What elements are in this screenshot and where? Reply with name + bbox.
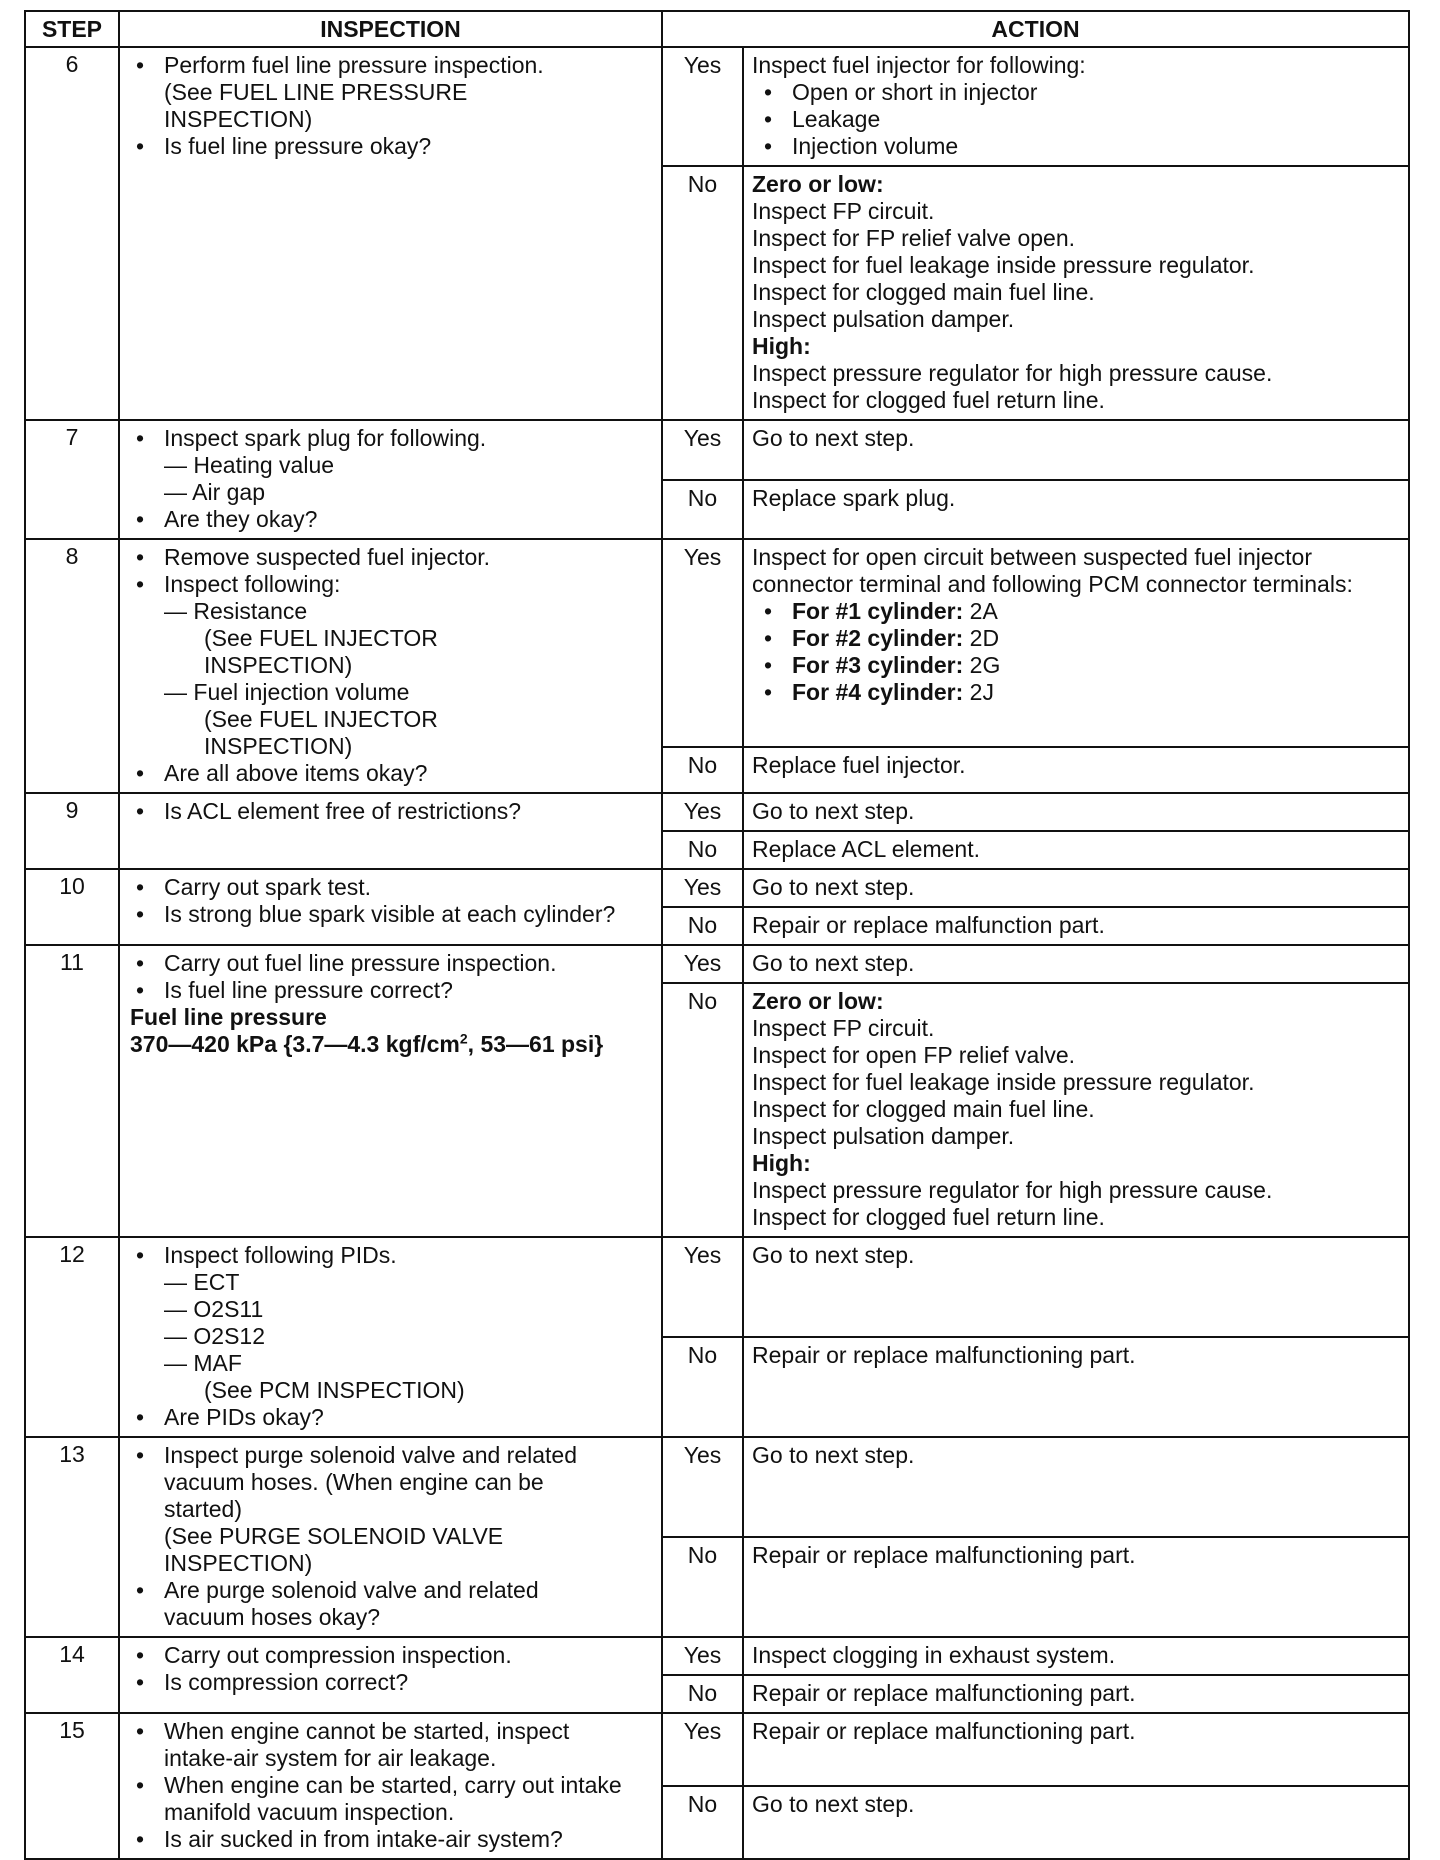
action-yes [743,420,1409,480]
text-line: connector terminal and following PCM connector terminals: [752,571,1353,597]
continuation-line: intake-air system for air leakage. [164,1745,497,1771]
continuation-line: (See FUEL LINE PRESSURE [164,79,468,105]
continuation-line: manifold vacuum inspection. [164,1799,455,1825]
table-row [25,420,1409,480]
table-row [25,1237,1409,1337]
condition-heading: High: [752,1150,811,1176]
list-item: • Injection volume [758,133,1400,160]
step-number: 14 [25,1637,119,1713]
list-item: • Open or short in injector [758,79,1400,106]
list-item: • Inspect purge solenoid valve and related [130,1442,653,1469]
bullet-list [130,1242,653,1431]
action-no [743,1786,1409,1859]
step-number: 9 [25,793,119,869]
text-line: Repair or replace malfunctioning part. [752,1718,1136,1744]
list-item: • Carry out spark test. [130,874,653,901]
inspection-cell [119,47,662,420]
action-no [743,747,1409,793]
answer-yes: Yes [662,1237,743,1337]
table-row [25,869,1409,907]
inspection-cell [119,793,662,869]
list-item: • Perform fuel line pressure inspection. [130,52,653,79]
header-action: ACTION [662,11,1409,47]
action-no [743,1337,1409,1437]
answer-yes: Yes [662,1713,743,1786]
answer-no: No [662,1786,743,1859]
list-item: • Carry out compression inspection. [130,1642,653,1669]
action-yes [743,1637,1409,1675]
list-item: • Is strong blue spark visible at each cylinder? [130,901,653,928]
continuation-line: vacuum hoses. (When engine can be [164,1469,544,1495]
inspection-cell [119,420,662,539]
list-item: • Is fuel line pressure okay? [130,133,653,160]
condition-heading: High: [752,333,811,359]
sub-item: — Resistance [164,598,308,624]
list-item: • Remove suspected fuel injector. [130,544,653,571]
table-body [25,47,1409,1859]
text-line: Replace fuel injector. [752,752,966,779]
table-row [25,1637,1409,1675]
text-line: Repair or replace malfunctioning part. [752,1542,1136,1568]
text-line: Inspect pulsation damper. [752,1123,1015,1149]
action-no [743,907,1409,945]
terminal-value: 2D [963,625,1000,651]
text-line: Repair or replace malfunctioning part. [752,1342,1136,1368]
action-yes [743,945,1409,983]
action-no [743,166,1409,420]
text-line: Inspect pressure regulator for high pressure cause. [752,360,1273,386]
cylinder-label: For #3 cylinder: [792,652,964,678]
sub-item: — Air gap [164,479,265,505]
text-line: Inspect for clogged main fuel line. [752,1096,1095,1122]
list-item: • Are PIDs okay? [130,1404,653,1431]
condition-heading: Zero or low: [752,171,884,197]
answer-yes: Yes [662,539,743,747]
answer-no: No [662,747,743,793]
answer-yes: Yes [662,793,743,831]
action-yes [743,869,1409,907]
action-yes [743,1237,1409,1337]
bullet-list [752,598,1400,706]
list-item: • When engine can be started, carry out intake [130,1772,653,1799]
list-item: • Is compression correct? [130,1669,653,1696]
answer-yes: Yes [662,1637,743,1675]
inspection-cell [119,539,662,793]
text-line: Inspect pulsation damper. [752,306,1015,332]
list-item [758,679,1400,706]
list-item: • Leakage [758,106,1400,133]
text-line: Inspect fuel injector for following: [752,52,1086,78]
terminal-value: 2G [963,652,1001,678]
text-line: Inspect for FP relief valve open. [752,225,1076,251]
terminal-value: 2A [963,598,998,624]
text-line: Inspect for clogged main fuel line. [752,279,1095,305]
text-line: Inspect for fuel leakage inside pressure regulator. [752,1069,1255,1095]
list-item: • Are they okay? [130,506,653,533]
answer-yes: Yes [662,47,743,166]
bullet-list [130,950,653,1004]
pressure-spec-psi: , 53—61 psi} [467,1031,604,1057]
action-yes [743,1437,1409,1537]
text-line: Inspect for clogged fuel return line. [752,387,1105,413]
text-line: Replace ACL element. [752,836,981,862]
cylinder-label: For #4 cylinder: [792,679,964,705]
text-line: Inspect clogging in exhaust system. [752,1642,1116,1668]
list-item: • Carry out fuel line pressure inspection. [130,950,653,977]
list-item [758,598,1400,625]
action-yes [743,539,1409,747]
sub-item: — Fuel injection volume [164,679,410,705]
bullet-list [130,874,653,928]
text-line: Go to next step. [752,874,915,900]
step-number: 12 [25,1237,119,1437]
text-line: Inspect FP circuit. [752,1015,935,1041]
continuation-line: vacuum hoses okay? [164,1604,381,1630]
text-line: Inspect for open FP relief valve. [752,1042,1076,1068]
text-line: Go to next step. [752,1442,915,1468]
text-line: Inspect for clogged fuel return line. [752,1204,1105,1230]
list-item: • Are purge solenoid valve and related [130,1577,653,1604]
answer-no: No [662,1537,743,1637]
answer-no: No [662,166,743,420]
inspection-cell [119,1713,662,1859]
cylinder-label: For #1 cylinder: [792,598,964,624]
sub-item: — MAF [164,1350,242,1376]
answer-no: No [662,907,743,945]
list-item: • Are all above items okay? [130,760,653,787]
table-row [25,945,1409,983]
troubleshooting-table [24,10,1410,1860]
list-item: • Inspect spark plug for following. [130,425,653,452]
pressure-spec-superscript: 2 [459,1030,468,1047]
answer-yes: Yes [662,869,743,907]
text-line: Go to next step. [752,425,915,451]
list-item [758,625,1400,652]
answer-yes: Yes [662,945,743,983]
action-no [743,831,1409,869]
continuation-line: INSPECTION) [164,106,313,132]
continuation-line: INSPECTION) [164,1550,313,1576]
terminal-value: 2J [963,679,994,705]
text-line: Go to next step. [752,1791,915,1817]
continuation-line: INSPECTION) [204,652,353,678]
bullet-list [130,544,653,787]
table-row [25,1713,1409,1786]
sub-item: — Heating value [164,452,335,478]
continuation-line: (See PURGE SOLENOID VALVE [164,1523,504,1549]
inspection-cell [119,945,662,1237]
list-item: • Is ACL element free of restrictions? [130,798,653,825]
bullet-list [130,798,653,825]
list-item: • Is fuel line pressure correct? [130,977,653,1004]
text-line: Replace spark plug. [752,484,956,511]
answer-yes: Yes [662,1437,743,1537]
text-line: Inspect for fuel leakage inside pressure regulator. [752,252,1255,278]
answer-no: No [662,831,743,869]
inspection-cell [119,1637,662,1713]
inspection-cell [119,869,662,945]
step-number: 6 [25,47,119,420]
action-no [743,480,1409,540]
continuation-line: (See FUEL INJECTOR [204,706,438,732]
header-row [25,11,1409,47]
step-number: 11 [25,945,119,1237]
step-number: 15 [25,1713,119,1859]
table-row [25,539,1409,747]
continuation-line: (See PCM INSPECTION) [204,1377,465,1403]
bullet-list [130,425,653,533]
inspection-cell [119,1237,662,1437]
header-step: STEP [25,11,119,47]
text-line: Go to next step. [752,1242,915,1268]
answer-no: No [662,983,743,1237]
cylinder-label: For #2 cylinder: [792,625,964,651]
text-line: Repair or replace malfunctioning part. [752,1680,1136,1706]
text-line: Repair or replace malfunction part. [752,912,1105,938]
inspection-cell [119,1437,662,1637]
continuation-line: started) [164,1496,242,1522]
continuation-line: (See FUEL INJECTOR [204,625,438,651]
step-number: 7 [25,420,119,539]
action-no [743,1675,1409,1713]
table-row [25,793,1409,831]
condition-heading: Zero or low: [752,988,884,1014]
sub-item: — O2S12 [164,1323,265,1349]
table-row [25,1437,1409,1537]
troubleshooting-sheet [24,10,1408,1860]
list-item: • When engine cannot be started, inspect [130,1718,653,1745]
continuation-line: INSPECTION) [204,733,353,759]
step-number: 8 [25,539,119,793]
text-line: Go to next step. [752,798,915,824]
answer-no: No [662,1337,743,1437]
action-yes [743,793,1409,831]
text-line: Inspect for open circuit between suspected fuel injector [752,544,1312,570]
text-line: Inspect FP circuit. [752,198,935,224]
spec-heading: Fuel line pressure [130,1004,327,1030]
list-item: • Is air sucked in from intake-air system? [130,1826,653,1853]
bullet-list [752,79,1400,160]
answer-no: No [662,1675,743,1713]
bullet-list [130,1718,653,1853]
bullet-list [130,52,653,160]
bullet-list [130,1642,653,1696]
step-number: 10 [25,869,119,945]
list-item: • Inspect following PIDs. [130,1242,653,1269]
action-no [743,1537,1409,1637]
header-inspection: INSPECTION [119,11,662,47]
pressure-spec-value: 370—420 kPa {3.7—4.3 kgf/cm [130,1031,460,1057]
list-item [758,652,1400,679]
table-row [25,47,1409,166]
action-no [743,983,1409,1237]
sub-item: — ECT [164,1269,240,1295]
bullet-list [130,1442,653,1631]
list-item: • Inspect following: [130,571,653,598]
text-line: Inspect pressure regulator for high pressure cause. [752,1177,1273,1203]
step-number: 13 [25,1437,119,1637]
sub-item: — O2S11 [164,1296,264,1322]
action-yes [743,1713,1409,1786]
text-line: Go to next step. [752,950,915,976]
answer-no: No [662,480,743,540]
action-yes [743,47,1409,166]
answer-yes: Yes [662,420,743,480]
pressure-spec [130,1031,653,1058]
